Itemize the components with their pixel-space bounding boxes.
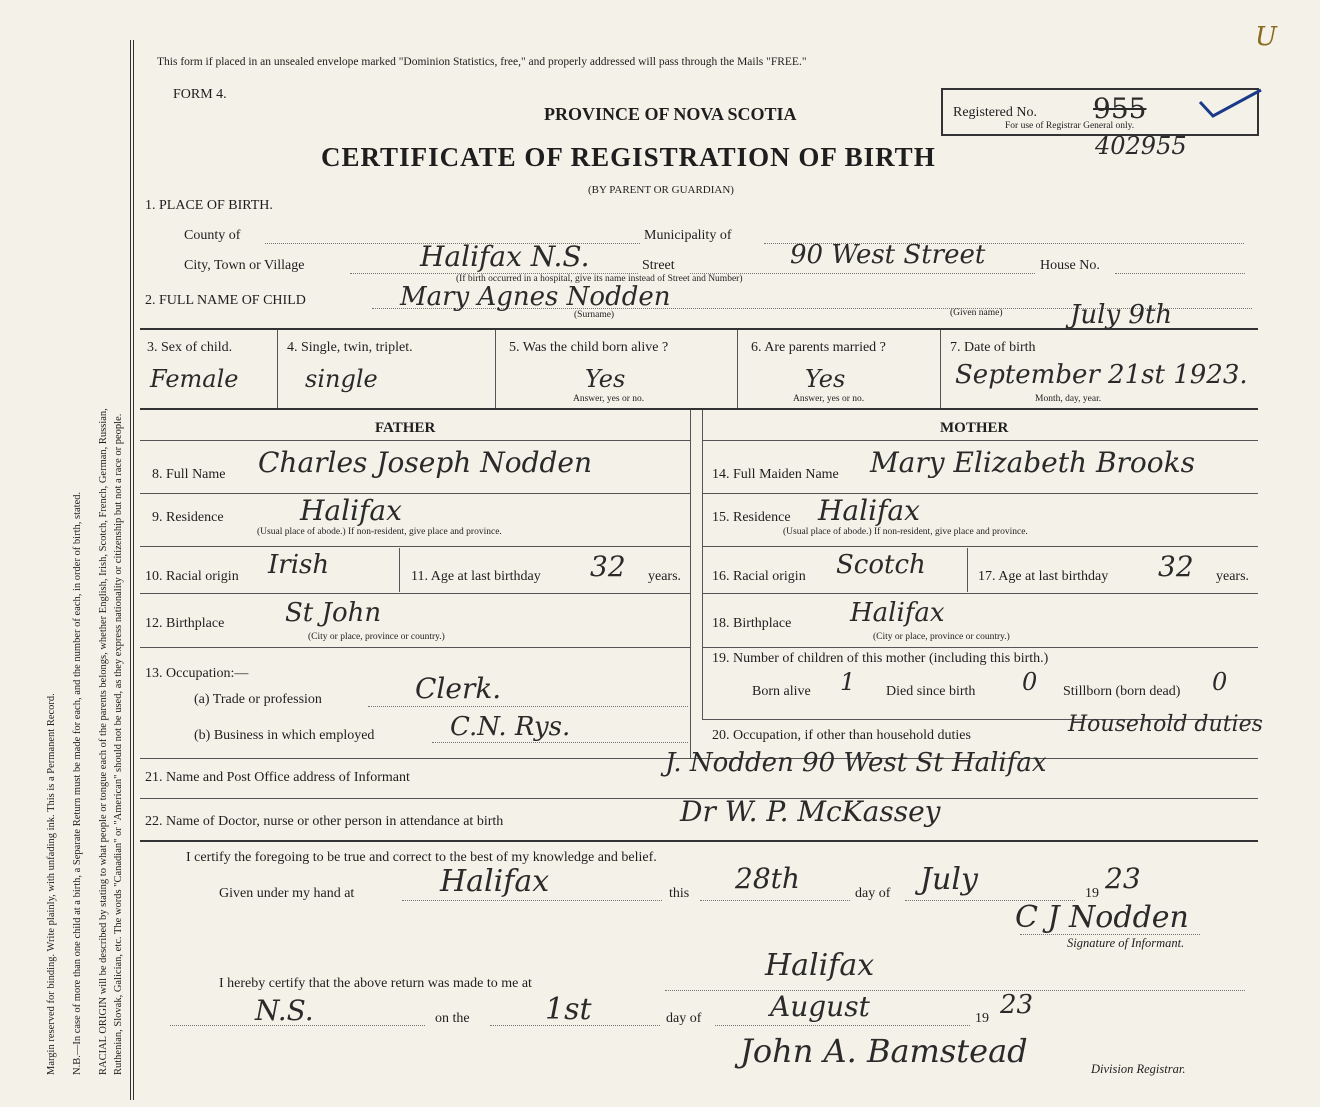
- father-residence-label: 9. Residence: [152, 510, 224, 525]
- registrar-year-value: 23: [1000, 990, 1034, 1020]
- certify-day-value: 28th: [735, 862, 800, 895]
- given-under-label: Given under my hand at: [219, 886, 355, 901]
- born-alive-label: Born alive: [752, 684, 811, 699]
- alive-label: 5. Was the child born alive ?: [509, 340, 669, 355]
- certify-line: I certify the foregoing to be true and correct to the best of my knowledge and belief.: [186, 850, 657, 865]
- father-birthplace-value: St John: [285, 598, 382, 628]
- registrar-place-prefix: N.S.: [255, 994, 314, 1027]
- mother-racial-value: Scotch: [836, 550, 926, 580]
- mother-racial-label: 16. Racial origin: [712, 569, 806, 584]
- alive-answer-note: Answer, yes or no.: [573, 394, 645, 404]
- margin-line-3: RACIAL ORIGIN will be described by stating to what people or tongue each of the parents belongs, whether English, Irish, Scotch, French, German, Russian,: [98, 408, 109, 1075]
- sex-value: Female: [150, 365, 239, 393]
- given-name-note: (Given name): [950, 308, 1003, 318]
- born-alive-value: 1: [840, 668, 856, 696]
- hospital-note: (If birth occurred in a hospital, give its name instead of Street and Number): [456, 274, 743, 284]
- father-occupation-label: 13. Occupation:—: [145, 666, 249, 681]
- mother-occupation-label: 20. Occupation, if other than household duties: [712, 728, 971, 743]
- mother-residence-note: (Usual place of abode.) If non-resident, give place and province.: [783, 527, 1028, 537]
- father-age-value: 32: [590, 550, 626, 583]
- certificate-title: CERTIFICATE OF REGISTRATION OF BIRTH: [321, 142, 936, 172]
- registrar-month-value: August: [770, 990, 870, 1023]
- this-label: this: [669, 886, 690, 901]
- registrar-day-value: 1st: [545, 992, 592, 1027]
- binding-rule-2: [133, 40, 134, 1100]
- mother-age-value: 32: [1158, 550, 1194, 583]
- street-value: 90 West Street: [790, 240, 986, 270]
- father-residence-value: Halifax: [300, 494, 402, 527]
- dob-label: 7. Date of birth: [950, 340, 1036, 355]
- father-age-label: 11. Age at last birthday: [411, 569, 541, 584]
- registrar-on-label: on the: [435, 1011, 470, 1026]
- father-business-value: C.N. Rys.: [450, 712, 571, 742]
- married-answer-note: Answer, yes or no.: [793, 394, 865, 404]
- father-trade-value: Clerk.: [415, 672, 502, 705]
- father-years-label: years.: [648, 569, 682, 584]
- father-trade-label: (a) Trade or profession: [194, 692, 322, 707]
- registrar-day-of-label: day of: [666, 1011, 702, 1026]
- certify-day-of-label: day of: [855, 886, 891, 901]
- father-name-label: 8. Full Name: [152, 467, 226, 482]
- single-label: 4. Single, twin, triplet.: [287, 340, 413, 355]
- binding-rule: [130, 40, 131, 1100]
- certificate-subtitle: (BY PARENT OR GUARDIAN): [588, 184, 734, 196]
- stamp-number: 402955: [1095, 132, 1187, 160]
- died-since-birth-value: 0: [1022, 668, 1038, 696]
- stillborn-label: Stillborn (born dead): [1063, 684, 1181, 699]
- dob-value: September 21st 1923.: [955, 360, 1248, 390]
- informant-signature: C J Nodden: [1015, 900, 1189, 935]
- father-racial-label: 10. Racial origin: [145, 569, 239, 584]
- given-place-value: Halifax: [440, 864, 550, 899]
- died-since-birth-label: Died since birth: [886, 684, 976, 699]
- province-heading: PROVINCE OF NOVA SCOTIA: [544, 104, 797, 124]
- registrar-place-value: Halifax: [765, 948, 875, 983]
- certify-month-value: July: [920, 862, 978, 897]
- registrar-line: I hereby certify that the above return was made to me at: [219, 976, 532, 991]
- mother-occupation-value: Household duties: [1068, 712, 1263, 737]
- margin-line-1: Margin reserved for binding. Write plainly, with unfading ink. This is a Permanent Record.: [46, 693, 57, 1075]
- registered-value: 955: [1093, 92, 1147, 125]
- alive-value: Yes: [585, 365, 626, 393]
- street-label: Street: [642, 258, 675, 273]
- mother-birthplace-label: 18. Birthplace: [712, 616, 792, 631]
- binding-margin: [0, 0, 132, 1107]
- mother-name-label: 14. Full Maiden Name: [712, 467, 839, 482]
- sex-label: 3. Sex of child.: [147, 340, 233, 355]
- father-racial-value: Irish: [268, 550, 330, 580]
- county-label: County of: [184, 228, 241, 243]
- father-business-label: (b) Business in which employed: [194, 728, 375, 743]
- certify-year-prefix: 19: [1085, 886, 1099, 901]
- informant-value: J. Nodden 90 West St Halifax: [665, 748, 1047, 778]
- house-number-label: House No.: [1040, 258, 1100, 273]
- child-name-label: 2. FULL NAME OF CHILD: [145, 293, 306, 308]
- margin-line-4: Ruthenian, Slovak, Galician, etc. The words "Canadian" or "American" should not be used, as they express nationality or citizenship but not a race or people.: [113, 413, 124, 1075]
- certify-year-value: 23: [1105, 862, 1141, 895]
- married-label: 6. Are parents married ?: [751, 340, 886, 355]
- surname-note: (Surname): [574, 310, 615, 320]
- married-value: Yes: [805, 365, 846, 393]
- registered-label: Registered No.: [953, 105, 1037, 120]
- corner-mark: U: [1255, 22, 1277, 52]
- registered-note: For use of Registrar General only.: [1005, 121, 1135, 131]
- father-name-value: Charles Joseph Nodden: [258, 446, 593, 479]
- father-heading: FATHER: [375, 420, 436, 436]
- single-value: single: [305, 365, 378, 393]
- mother-birthplace-value: Halifax: [850, 598, 945, 628]
- mother-birthplace-note: (City or place, province or country.): [873, 632, 1010, 642]
- city-label: City, Town or Village: [184, 258, 305, 273]
- mother-heading: MOTHER: [940, 420, 1009, 436]
- municipality-label: Municipality of: [644, 228, 732, 243]
- mail-notice: This form if placed in an unsealed envelope marked "Dominion Statistics, free," and properly addressed will pass through the Mails "FREE.": [157, 56, 807, 68]
- dob-correction: July 9th: [1070, 300, 1173, 330]
- informant-signature-label: Signature of Informant.: [1067, 936, 1185, 950]
- mother-age-label: 17. Age at last birthday: [978, 569, 1109, 584]
- margin-line-2: N.B.—In case of more than one child at a birth, a Separate Return must be made for each, and the number of each, in order of birth, stated.: [72, 491, 83, 1075]
- mother-name-value: Mary Elizabeth Brooks: [870, 446, 1195, 479]
- doctor-value: Dr W. P. McKassey: [680, 795, 941, 828]
- father-residence-note: (Usual place of abode.) If non-resident, give place and province.: [257, 527, 502, 537]
- informant-label: 21. Name and Post Office address of Informant: [145, 770, 410, 785]
- registrar-year-prefix: 19: [975, 1011, 989, 1026]
- registrar-signature: John A. Bamstead: [740, 1032, 1028, 1070]
- father-birthplace-note: (City or place, province or country.): [308, 632, 445, 642]
- form-number: FORM 4.: [173, 87, 227, 102]
- mother-years-label: years.: [1216, 569, 1250, 584]
- stillborn-value: 0: [1212, 668, 1228, 696]
- child-name-value: Mary Agnes Nodden: [400, 282, 671, 312]
- registrar-signature-label: Division Registrar.: [1091, 1062, 1186, 1076]
- mother-residence-value: Halifax: [818, 494, 920, 527]
- city-value: Halifax N.S.: [420, 240, 590, 273]
- check-mark-icon: [1195, 84, 1265, 124]
- mother-residence-label: 15. Residence: [712, 510, 791, 525]
- doctor-label: 22. Name of Doctor, nurse or other person in attendance at birth: [145, 814, 504, 829]
- place-heading: 1. PLACE OF BIRTH.: [145, 198, 273, 213]
- dob-note: Month, day, year.: [1035, 394, 1102, 404]
- mother-children-label: 19. Number of children of this mother (including this birth.): [712, 651, 1049, 666]
- father-birthplace-label: 12. Birthplace: [145, 616, 225, 631]
